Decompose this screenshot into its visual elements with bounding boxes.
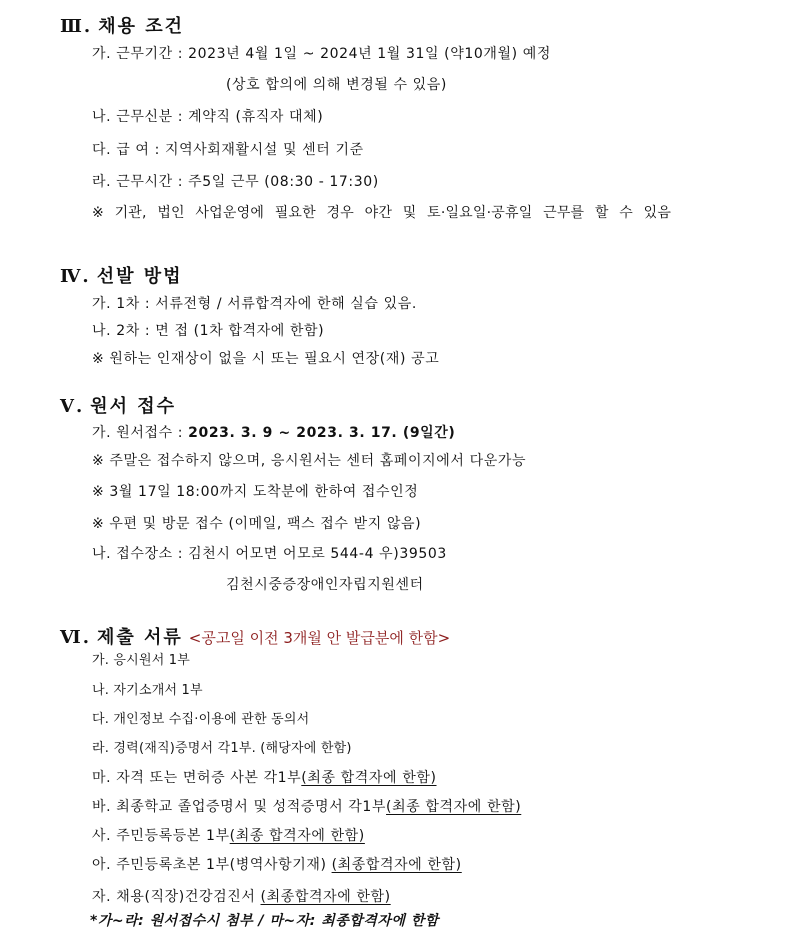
application-period-value: 2023. 3. 9 ~ 2023. 3. 17. (9일간) xyxy=(188,425,456,441)
document-item-condition: (최종 합격자에 한함) xyxy=(229,828,365,844)
section-number: Ⅲ. xyxy=(60,16,93,37)
deadline-note: ※ 3월 17일 18:00까지 도착분에 한하여 접수인정 xyxy=(92,484,419,500)
document-item-text: 자. 채용(직장)건강검진서 xyxy=(92,889,261,905)
section-title: 선발 방법 xyxy=(96,266,183,287)
section-heading-4 xyxy=(60,262,183,288)
issuance-note: <공고일 이전 3개월 안 발급분에 한함> xyxy=(188,629,451,647)
section-number: Ⅴ. xyxy=(60,396,85,417)
document-item xyxy=(92,769,437,787)
document-item: 라. 경력(재직)증명서 각1부. (해당자에 한함) xyxy=(92,741,352,756)
document-item-text: 사. 주민등록등본 1부 xyxy=(92,828,230,844)
document-item xyxy=(92,798,521,816)
document-item: 가. 응시원서 1부 xyxy=(92,653,191,668)
document-item xyxy=(92,888,391,906)
section-heading-6 xyxy=(60,623,450,649)
work-period-line: 가. 근무기간 : 2023년 4월 1일 ~ 2024년 1월 31일 (약10개월) 예정 xyxy=(92,46,551,62)
section-heading-5 xyxy=(60,392,176,418)
section-number: Ⅳ. xyxy=(60,266,91,287)
document-item xyxy=(92,827,365,845)
document-item xyxy=(92,856,462,874)
section-title: 제출 서류 xyxy=(96,627,183,648)
document-item-condition: (최종 합격자에 한함) xyxy=(301,770,437,786)
document-item-condition: (최종합격자에 한함) xyxy=(331,857,462,873)
work-period-note: (상호 합의에 의해 변경될 수 있음) xyxy=(226,77,447,93)
document-item-condition: (최종합격자에 한함) xyxy=(260,889,391,905)
overtime-note: ※ 기관, 법인 사업운영에 필요한 경우 야간 및 토·일요일·공휴일 근무를 할 수 있음 xyxy=(92,205,672,221)
document-item: 나. 자기소개서 1부 xyxy=(92,683,203,698)
section-heading-3 xyxy=(60,12,184,38)
document-item-text: 마. 자격 또는 면허증 사본 각1부 xyxy=(92,770,302,786)
first-stage-line: 가. 1차 : 서류전형 / 서류합격자에 한해 실습 있음. xyxy=(92,296,417,312)
document-item-text: 바. 최종학교 졸업증명서 및 성적증명서 각1부 xyxy=(92,799,387,815)
submission-place-org: 김천시중증장애인자립지원센터 xyxy=(226,577,424,593)
application-period-line xyxy=(92,424,455,442)
application-period-label: 가. 원서접수 : xyxy=(92,425,189,441)
section-title: 채용 조건 xyxy=(98,16,185,37)
re-announcement-note: ※ 원하는 인재상이 없을 시 또는 필요시 연장(재) 공고 xyxy=(92,351,440,367)
document-item-condition: (최종 합격자에 한함) xyxy=(386,799,522,815)
document-item-text: 아. 주민등록초본 1부(병역사항기재) xyxy=(92,857,332,873)
submission-place-line: 나. 접수장소 : 김천시 어모면 어모로 544-4 우)39503 xyxy=(92,546,447,562)
work-hours-line: 라. 근무시간 : 주5일 근무 (08:30 - 17:30) xyxy=(92,174,379,190)
submission-method-note: ※ 우편 및 방문 접수 (이메일, 팩스 접수 받지 않음) xyxy=(92,516,422,532)
section-number: Ⅵ. xyxy=(60,627,91,648)
section-title: 원서 접수 xyxy=(90,396,177,417)
salary-line: 다. 급 여 : 지역사회재활시설 및 센터 기준 xyxy=(92,142,364,158)
document-item: 다. 개인정보 수집·이용에 관한 동의서 xyxy=(92,712,310,727)
footnote: *가~라: 원서접수시 첨부 / 마~자: 최종합격자에 한함 xyxy=(90,913,439,929)
weekend-note: ※ 주말은 접수하지 않으며, 응시원서는 센터 홈페이지에서 다운가능 xyxy=(92,453,527,469)
second-stage-line: 나. 2차 : 면 접 (1차 합격자에 한함) xyxy=(92,323,325,339)
employment-type-line: 나. 근무신분 : 계약직 (휴직자 대체) xyxy=(92,109,324,125)
